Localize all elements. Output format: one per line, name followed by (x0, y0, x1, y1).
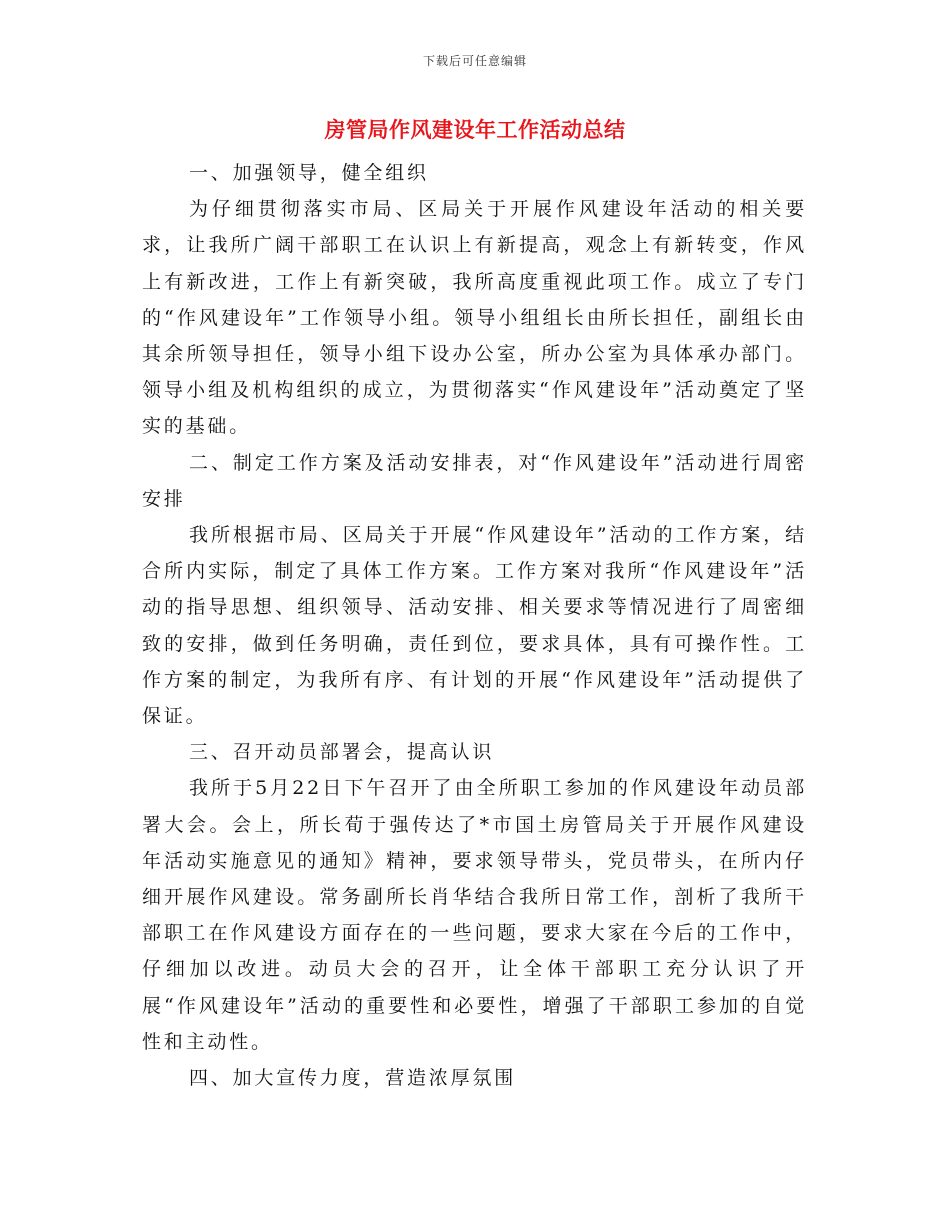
page-header: 下载后可任意编辑 (422, 54, 527, 68)
document-body (142, 155, 807, 1096)
section-heading-3: 三、召开动员部署会，提高认识 (189, 741, 495, 764)
section-heading-2: 二、制定工作方案及活动安排表，对“作风建设年”活动进行周密安排 (142, 451, 807, 510)
section-paragraph-3: 我所于5月22日下午召开了由全所职工参加的作风建设年动员部署大会。会上，所长荀于强传达了*市国土房管局关于开展作风建设年活动实施意见的通知》精神，要求领导带头，党员带头，在所内仔细开展作风建设。常务副所长肖华结合我所日常工作，剖析了我所干部职工在作风建设方面存在的一些问题，要求大家在今后的工作中，仔细加以改进。动员大会的召开，让全体干部职工充分认识了开展“作风建设年”活动的重要性和必要性，增强了干部职工参加的自觉性和主动性。 (142, 777, 807, 1053)
section-paragraph-2: 我所根据市局、区局关于开展“作风建设年”活动的工作方案，结合所内实际，制定了具体工作方案。工作方案对我所“作风建设年”活动的指导思想、组织领导、活动安排、相关要求等情况进行了周密细致的安排，做到任务明确，责任到位，要求具体，具有可操作性。工作方案的制定，为我所有序、有计划的开展“作风建设年”活动提供了保证。 (142, 524, 807, 728)
section-paragraph-1: 为仔细贯彻落实市局、区局关于开展作风建设年活动的相关要求，让我所广阔干部职工在认识上有新提高，观念上有新转变，作风上有新改进，工作上有新突破，我所高度重视此项工作。成立了专门的“作风建设年”工作领导小组。领导小组组长由所长担任，副组长由其余所领导担任，领导小组下设办公室，所办公室为具体承办部门。领导小组及机构组织的成立，为贯彻落实“作风建设年”活动奠定了坚实的基础。 (142, 198, 807, 438)
section-heading-4: 四、加大宣传力度，营造浓厚氛围 (189, 1067, 517, 1090)
document-title: 房管局作风建设年工作活动总结 (324, 117, 626, 142)
section-heading-1: 一、加强领导，健全组织 (189, 162, 429, 184)
